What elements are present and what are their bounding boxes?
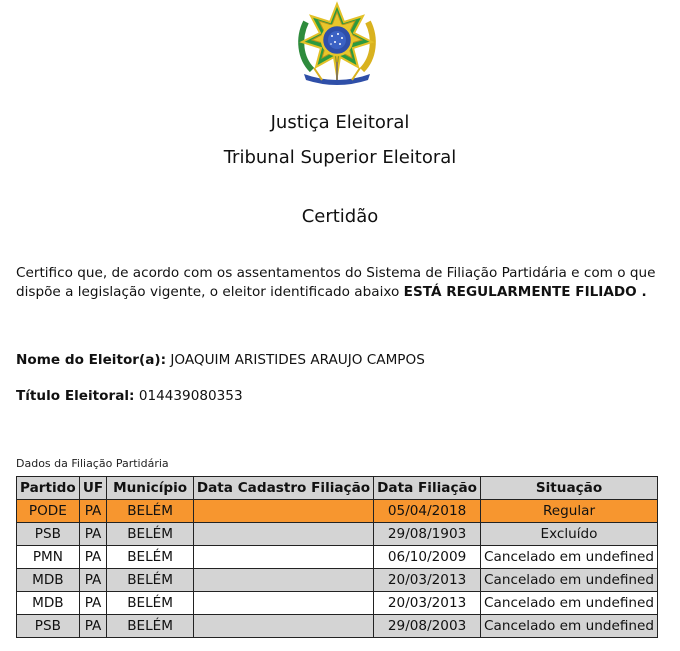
table-row [17, 523, 658, 546]
header-tribunal: Tribunal Superior Eleitoral [223, 147, 457, 168]
cell-data-filiacao: 29/08/2003 [374, 615, 481, 638]
cell-data-filiacao: 06/10/2009 [374, 546, 481, 569]
voter-title-value: 014439080353 [138, 388, 243, 404]
cell-municipio: BELÉM [107, 569, 194, 592]
brasao-da-republica-icon [292, 0, 382, 88]
cell-municipio: BELÉM [107, 523, 194, 546]
cell-municipio: BELÉM [107, 546, 194, 569]
cell-data-filiacao: 29/08/1903 [374, 523, 481, 546]
cell-uf: PA [79, 500, 107, 523]
voter-title-label: Título Eleitoral: [16, 388, 135, 404]
cell-municipio: BELÉM [107, 615, 194, 638]
col-data-cadastro: Data Cadastro Filiação [193, 477, 373, 500]
statement-emphasis: ESTÁ REGULARMENTE FILIADO . [403, 284, 647, 300]
table-row [17, 592, 658, 615]
cell-partido: MDB [17, 592, 80, 615]
certification-statement [16, 264, 666, 302]
cell-situacao: Cancelado em undefined [481, 569, 658, 592]
cell-partido: PSB [17, 523, 80, 546]
col-data-filiacao: Data Filiação [374, 477, 481, 500]
cell-data-filiacao: 05/04/2018 [374, 500, 481, 523]
col-municipio: Município [107, 477, 194, 500]
cell-data-cadastro [193, 546, 373, 569]
cell-partido: PMN [17, 546, 80, 569]
cell-data-filiacao: 20/03/2013 [374, 569, 481, 592]
affiliation-table [16, 476, 658, 638]
cell-situacao: Cancelado em undefined [481, 615, 658, 638]
voter-name-field [16, 352, 425, 368]
cell-partido: PODE [17, 500, 80, 523]
table-row [17, 615, 658, 638]
cell-situacao: Cancelado em undefined [481, 592, 658, 615]
page-title: Certidão [301, 206, 379, 227]
cell-uf: PA [79, 615, 107, 638]
cell-situacao: Excluído [481, 523, 658, 546]
cell-data-filiacao: 20/03/2013 [374, 592, 481, 615]
col-situacao: Situação [481, 477, 658, 500]
voter-title-field [16, 388, 243, 404]
cell-uf: PA [79, 592, 107, 615]
header-justica-eleitoral: Justiça Eleitoral [270, 112, 410, 133]
cell-municipio: BELÉM [107, 500, 194, 523]
cell-situacao: Cancelado em undefined [481, 546, 658, 569]
statement-text: Certifico que, de acordo com os assentamentos do Sistema de Filiação Partidária e com o que dispõe a legislação vigente, o eleitor identificado abaixo [16, 265, 656, 300]
cell-uf: PA [79, 523, 107, 546]
table-row [17, 500, 658, 523]
voter-name-label: Nome do Eleitor(a): [16, 352, 167, 368]
table-header-row [17, 477, 658, 500]
cell-data-cadastro [193, 615, 373, 638]
col-partido: Partido [17, 477, 80, 500]
cell-partido: MDB [17, 569, 80, 592]
cell-uf: PA [79, 546, 107, 569]
cell-data-cadastro [193, 523, 373, 546]
col-uf: UF [79, 477, 107, 500]
cell-partido: PSB [17, 615, 80, 638]
cell-situacao: Regular [481, 500, 658, 523]
cell-data-cadastro [193, 592, 373, 615]
cell-data-cadastro [193, 569, 373, 592]
cell-data-cadastro [193, 500, 373, 523]
table-row [17, 546, 658, 569]
cell-uf: PA [79, 569, 107, 592]
cell-municipio: BELÉM [107, 592, 194, 615]
affiliation-caption: Dados da Filiação Partidária [16, 457, 169, 470]
voter-name-value: JOAQUIM ARISTIDES ARAUJO CAMPOS [170, 352, 425, 368]
table-row [17, 569, 658, 592]
